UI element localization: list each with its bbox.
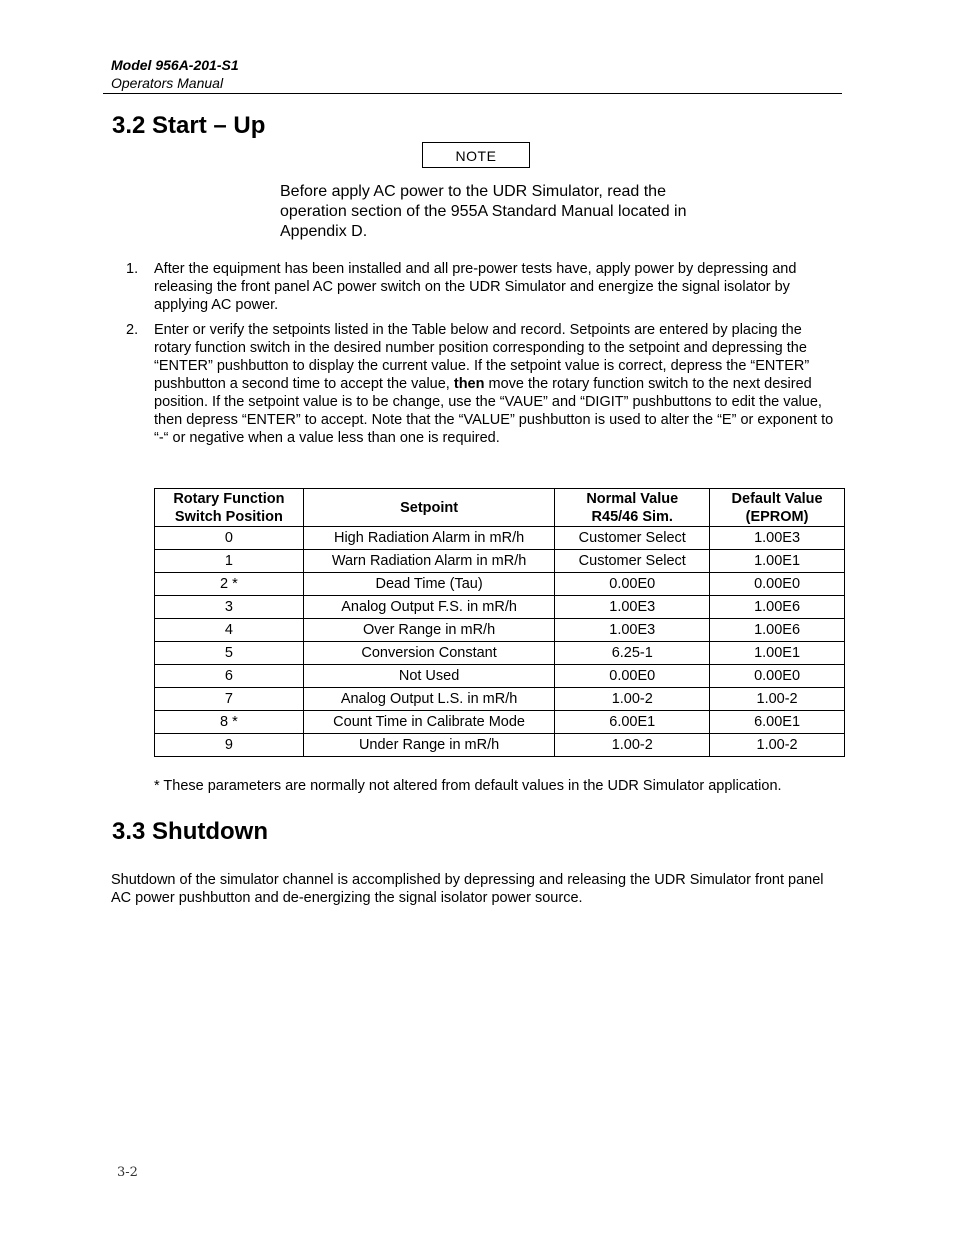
header-divider: [103, 93, 842, 94]
cell-position: 1: [155, 550, 304, 573]
cell-position: 3: [155, 596, 304, 619]
cell-position: 9: [155, 734, 304, 757]
table-row: [155, 550, 845, 573]
list-item: [126, 260, 838, 314]
table-row: [155, 619, 845, 642]
cell-setpoint: Conversion Constant: [303, 642, 555, 665]
table-row: [155, 665, 845, 688]
cell-setpoint: High Radiation Alarm in mR/h: [303, 527, 555, 550]
cell-normal: Customer Select: [555, 527, 710, 550]
cell-default: 1.00E1: [710, 642, 845, 665]
cell-setpoint: Analog Output F.S. in mR/h: [303, 596, 555, 619]
cell-setpoint: Dead Time (Tau): [303, 573, 555, 596]
cell-default: 0.00E0: [710, 665, 845, 688]
cell-position: 7: [155, 688, 304, 711]
cell-setpoint: Under Range in mR/h: [303, 734, 555, 757]
step-text-part: Enter or verify the setpoints listed in the Table below and record. Setpoints are entered by placing the rotary function switch in the desired number position corresponding to the setpoint and depressing the “ENTER” pushbutton to display the current value. If the setpoint value is correct, depress the “ENTER” pushbutton a second time to accept the value,: [154, 322, 810, 392]
step-text: After the equipment has been installed and all pre-power tests have, apply power by depressing and releasing the front panel AC power switch on the UDR Simulator and energize the signal isolator by applying AC power.: [154, 261, 797, 313]
step-number: 1.: [126, 261, 139, 277]
cell-normal: 6.25-1: [555, 642, 710, 665]
cell-normal: 1.00-2: [555, 734, 710, 757]
cell-normal: 0.00E0: [555, 573, 710, 596]
cell-position: 5: [155, 642, 304, 665]
col-header-setpoint: Setpoint: [303, 489, 555, 527]
note-text: Before apply AC power to the UDR Simulator, read the operation section of the 955A Standard Manual located in Appendix D.: [280, 183, 687, 240]
table-row: [155, 573, 845, 596]
cell-default: 1.00E6: [710, 596, 845, 619]
table-row: [155, 596, 845, 619]
model-number: Model 956A-201-S1: [111, 57, 239, 73]
col-header-default-value: Default Value (EPROM): [710, 489, 845, 527]
cell-position: 2 *: [155, 573, 304, 596]
cell-default: 1.00-2: [710, 688, 845, 711]
table-header-row: [155, 489, 845, 527]
cell-position: 4: [155, 619, 304, 642]
table-row: [155, 734, 845, 757]
cell-default: 1.00E6: [710, 619, 845, 642]
cell-normal: 1.00-2: [555, 688, 710, 711]
cell-default: 1.00-2: [710, 734, 845, 757]
table-row: [155, 527, 845, 550]
shutdown-text: Shutdown of the simulator channel is accomplished by depressing and releasing the UDR Simulator front panel AC power pushbutton and de-energizing the signal isolator power source.: [111, 872, 824, 906]
table-row: [155, 642, 845, 665]
cell-setpoint: Count Time in Calibrate Mode: [303, 711, 555, 734]
manual-title: Operators Manual: [111, 75, 224, 91]
cell-normal: 1.00E3: [555, 596, 710, 619]
cell-default: 1.00E3: [710, 527, 845, 550]
cell-normal: Customer Select: [555, 550, 710, 573]
cell-default: 1.00E1: [710, 550, 845, 573]
table-footnote: * These parameters are normally not altered from default values in the UDR Simulator application.: [154, 778, 782, 794]
cell-position: 6: [155, 665, 304, 688]
step-text-bold: then: [453, 376, 485, 392]
list-item: [126, 321, 838, 447]
cell-normal: 1.00E3: [555, 619, 710, 642]
setpoints-table: [154, 488, 845, 757]
cell-default: 0.00E0: [710, 573, 845, 596]
section-title-startup: 3.2 Start – Up: [112, 112, 266, 139]
step-number: 2.: [126, 322, 139, 338]
cell-normal: 6.00E1: [555, 711, 710, 734]
cell-normal: 0.00E0: [555, 665, 710, 688]
startup-steps: [126, 260, 838, 454]
cell-setpoint: Warn Radiation Alarm in mR/h: [303, 550, 555, 573]
cell-setpoint: Analog Output L.S. in mR/h: [303, 688, 555, 711]
cell-setpoint: Over Range in mR/h: [303, 619, 555, 642]
step-text: [154, 322, 833, 446]
page-number: 3-2: [117, 1165, 138, 1180]
note-label: NOTE: [422, 142, 530, 168]
page-header: [111, 56, 842, 92]
table-row: [155, 688, 845, 711]
cell-position: 8 *: [155, 711, 304, 734]
step-text-part: move the rotary function switch to the next desired position. If the setpoint value is to be change, use the “VAUE” and “DIGIT” pushbuttons to edit the value, then depress “ENTER” to accept. Note that the “VALUE” pushbutton is used to alter the “E” or exponent to “-“ or negative when a value less than one is required.: [154, 376, 834, 446]
table-row: [155, 711, 845, 734]
cell-position: 0: [155, 527, 304, 550]
col-header-normal-value: Normal Value R45/46 Sim.: [555, 489, 710, 527]
cell-setpoint: Not Used: [303, 665, 555, 688]
section-title-shutdown: 3.3 Shutdown: [112, 818, 268, 845]
cell-default: 6.00E1: [710, 711, 845, 734]
col-header-rotary-position: Rotary Function Switch Position: [155, 489, 304, 527]
